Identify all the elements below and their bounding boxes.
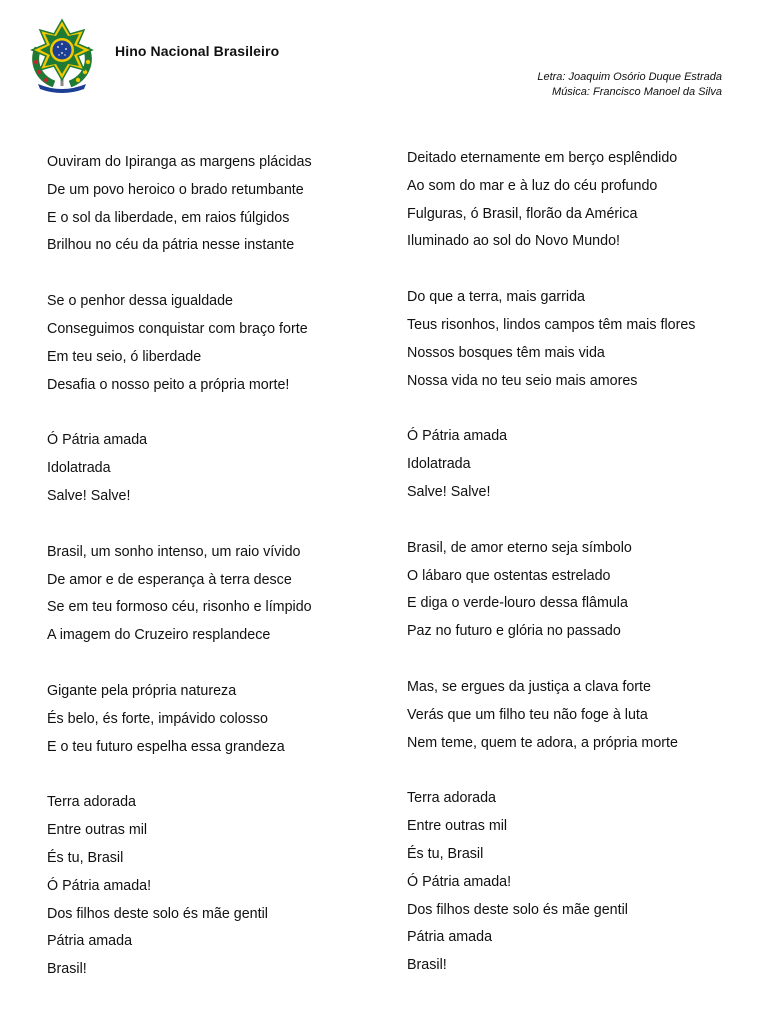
lyric-line: Nossos bosques têm mais vida — [407, 344, 605, 361]
lyric-line: Gigante pela própria natureza — [47, 682, 237, 699]
lyric-line: Ó Pátria amada — [407, 428, 508, 445]
lyric-line: Do que a terra, mais garrida — [407, 289, 585, 306]
lyric-line: Pátria amada — [407, 929, 493, 946]
lyric-line: Em teu seio, ó liberdade — [47, 348, 202, 365]
stanza — [407, 423, 757, 506]
lyric-line: Entre outras mil — [407, 818, 508, 835]
lyric-line: O lábaro que ostentas estrelado — [407, 567, 611, 584]
lyric-line: Paz no futuro e glória no passado — [407, 623, 621, 640]
lyric-line: De amor e de esperança à terra desce — [47, 571, 292, 588]
lyric-line: Ouviram do Ipiranga as margens plácidas — [47, 154, 312, 170]
lyric-line: Terra adorada — [407, 790, 497, 807]
lyric-line: Ó Pátria amada — [47, 432, 148, 449]
stanza — [47, 149, 397, 260]
lyric-line: Ao som do mar e à luz do céu profundo — [407, 177, 658, 194]
stanza — [407, 284, 757, 395]
music-credit: Música: Francisco Manoel da Silva — [552, 86, 722, 98]
lyric-line: Brasil, um sonho intenso, um raio vívido — [47, 543, 301, 560]
stanza — [47, 288, 397, 399]
lyric-line: Terra adorada — [47, 794, 137, 811]
lyric-line: Salve! Salve! — [407, 483, 491, 500]
lyric-line: Dos filhos deste solo és mãe gentil — [47, 905, 268, 922]
lyric-line: Brilhou no céu da pátria nesse instante — [47, 237, 295, 254]
lyric-line: Dos filhos deste solo és mãe gentil — [407, 901, 628, 918]
lyric-line: Conseguimos conquistar com braço forte — [47, 320, 308, 337]
lyric-line: Salve! Salve! — [47, 487, 131, 504]
lyric-line: Brasil! — [407, 957, 447, 974]
lyric-line: E o sol da liberdade, em raios fúlgidos — [47, 209, 290, 226]
credits — [537, 70, 722, 100]
lyric-line: Nossa vida no teu seio mais amores — [407, 372, 638, 389]
stanza — [47, 427, 397, 510]
stanza — [407, 145, 757, 256]
lyric-line: És tu, Brasil — [47, 849, 124, 866]
lyric-line: Ó Pátria amada! — [47, 877, 152, 894]
lyric-line: Verás que um filho teu não foge à luta — [407, 706, 648, 723]
lyric-line: E diga o verde-louro dessa flâmula — [407, 595, 628, 612]
lyric-line: És tu, Brasil — [407, 845, 484, 862]
lyric-line: Brasil, de amor eterno seja símbolo — [407, 539, 632, 556]
lyric-line: Deitado eternamente em berço esplêndido — [407, 150, 678, 166]
lyric-line: Pátria amada — [47, 933, 133, 950]
stanza — [47, 539, 397, 650]
lyric-line: Mas, se ergues da justiça a clava forte — [407, 678, 651, 695]
lyrics-column-left — [47, 149, 397, 1012]
lyric-line: Ó Pátria amada! — [407, 873, 512, 890]
lyric-line: De um povo heroico o brado retumbante — [47, 181, 304, 198]
lyric-line: Brasil! — [47, 961, 87, 978]
lyrics-credit: Letra: Joaquim Osório Duque Estrada — [537, 71, 722, 83]
stanza — [407, 785, 757, 980]
lyric-line: És belo, és forte, impávido colosso — [47, 710, 268, 727]
lyric-line: Desafia o nosso peito a própria morte! — [47, 376, 290, 393]
lyrics-column-right — [407, 145, 757, 1008]
lyric-line: Teus risonhos, lindos campos têm mais flores — [407, 316, 696, 333]
lyric-line: Se o penhor dessa igualdade — [47, 293, 234, 310]
lyric-line: A imagem do Cruzeiro resplandece — [47, 627, 271, 644]
stanza — [47, 789, 397, 984]
stanza — [407, 535, 757, 646]
lyric-line: Iluminado ao sol do Novo Mundo! — [407, 233, 620, 250]
lyric-line: Nem teme, quem te adora, a própria morte — [407, 734, 678, 751]
lyric-line: Se em teu formoso céu, risonho e límpido — [47, 599, 312, 616]
lyric-line: E o teu futuro espelha essa grandeza — [47, 738, 285, 755]
brazil-coat-of-arms-icon — [24, 18, 100, 94]
lyric-line: Fulguras, ó Brasil, florão da América — [407, 205, 638, 222]
stanza — [407, 674, 757, 757]
document-title: Hino Nacional Brasileiro — [115, 43, 280, 59]
lyric-line: Idolatrada — [407, 456, 471, 473]
lyric-line: Entre outras mil — [47, 822, 148, 839]
lyric-line: Idolatrada — [47, 460, 111, 477]
stanza — [47, 678, 397, 761]
